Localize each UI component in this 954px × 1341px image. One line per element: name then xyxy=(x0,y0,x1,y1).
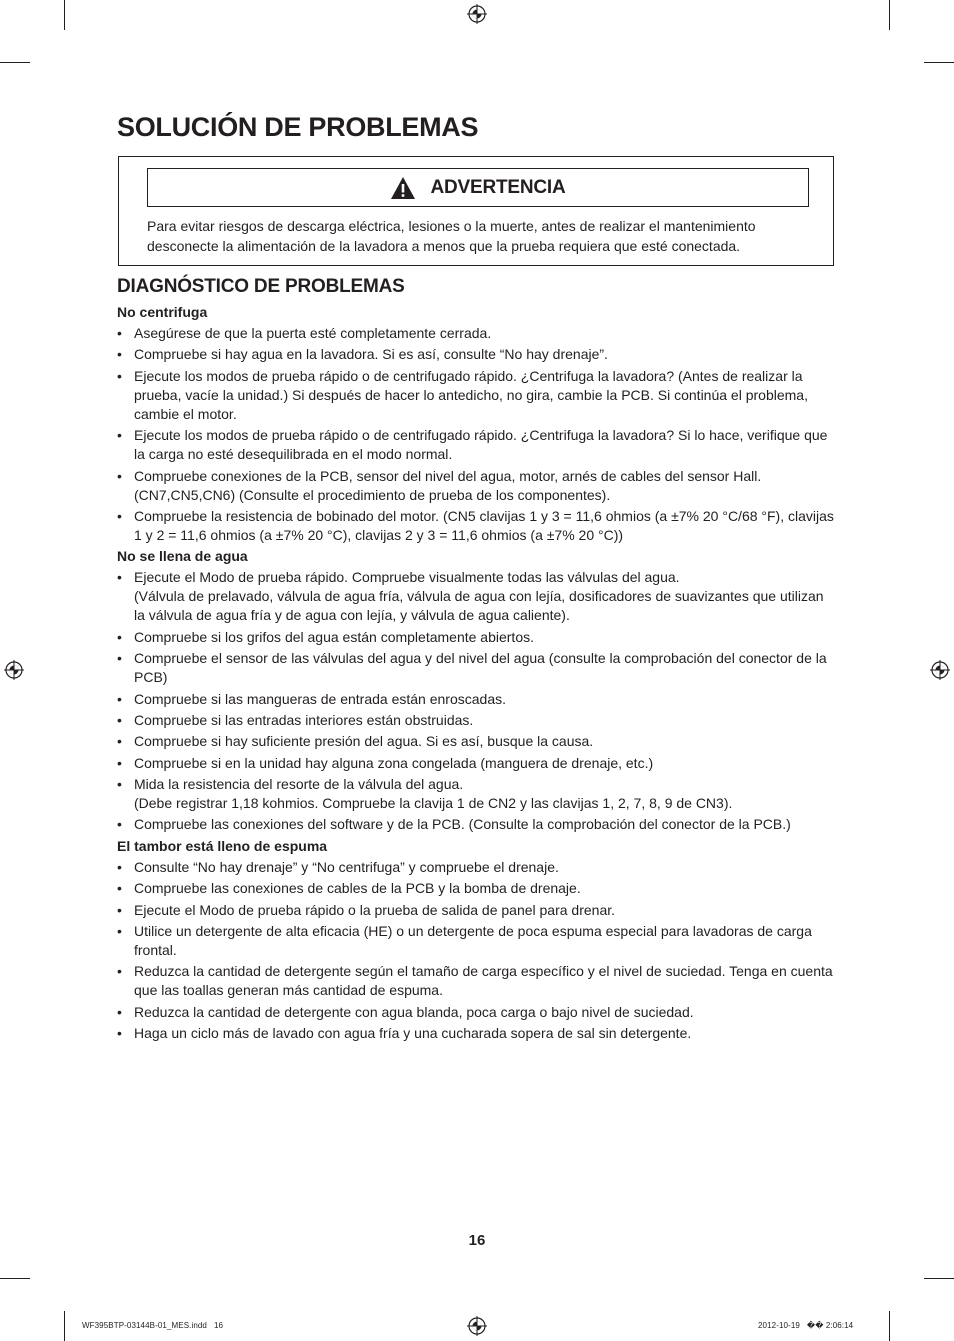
registration-mark-icon xyxy=(930,660,950,680)
list-item: • Mida la resistencia del resorte de la válvula del agua. (Debe registrar 1,18 kohmios. Compruebe la clavija 1 de CN2 y las clavijas 1, 2, 7, 8, 9 de CN3). xyxy=(117,775,835,813)
crop-mark xyxy=(889,0,890,30)
list-item: • Consulte “No hay drenaje” y “No centrifuga” y compruebe el drenaje. xyxy=(117,858,835,877)
page-title: SOLUCIÓN DE PROBLEMAS xyxy=(117,112,479,142)
subheading-foam: El tambor está lleno de espuma xyxy=(117,837,328,854)
warning-box xyxy=(118,156,834,266)
crop-mark xyxy=(64,0,65,30)
list-item: • Ejecute los modos de prueba rápido o de centrifugado rápido. ¿Centrifuga la lavadora? Si lo hace, verifique que la carga no esté desequilibrada en el modo normal. xyxy=(117,426,835,464)
list-item: • Compruebe las conexiones de cables de la PCB y la bomba de drenaje. xyxy=(117,879,835,898)
registration-mark-icon xyxy=(4,660,24,680)
troubleshooting-content xyxy=(117,303,835,1046)
page-number: 16 xyxy=(468,1232,486,1249)
warning-triangle-icon xyxy=(390,176,416,200)
list-item: • Reduzca la cantidad de detergente según el tamaño de carga específico y el nivel de suciedad. Tenga en cuenta que las toallas generan más cantidad de espuma. xyxy=(117,962,835,1000)
crop-mark xyxy=(924,62,954,63)
footer-timestamp: 2012-10-19 �� 2:06:14 xyxy=(758,1321,854,1330)
list-item: • Compruebe si las mangueras de entrada están enroscadas. xyxy=(117,690,835,709)
list-item: • Haga un ciclo más de lavado con agua fría y una cucharada sopera de sal sin detergente. xyxy=(117,1024,835,1043)
list-item: • Compruebe si las entradas interiores están obstruidas. xyxy=(117,711,835,730)
list-item: • Compruebe conexiones de la PCB, sensor del nivel del agua, motor, arnés de cables del sensor Hall. (CN7,CN5,CN6) (Consulte el procedimiento de prueba de los componentes). xyxy=(117,467,835,505)
list-item: • Asegúrese de que la puerta esté completamente cerrada. xyxy=(117,324,835,343)
bullet-list-no-spin xyxy=(117,324,835,545)
list-item: • Compruebe si hay agua en la lavadora. Si es así, consulte “No hay drenaje”. xyxy=(117,345,835,364)
crop-mark xyxy=(0,1278,30,1279)
warning-header xyxy=(147,168,809,207)
section-title: DIAGNÓSTICO DE PROBLEMAS xyxy=(117,276,405,297)
subheading-no-spin: No centrifuga xyxy=(117,304,208,320)
bullet-list-foam xyxy=(117,858,835,1043)
warning-text: Para evitar riesgos de descarga eléctrica, lesiones o la muerte, antes de realizar el mantenimiento desconecte la alimentación de la lavadora a menos que la prueba requiera que esté conectada. xyxy=(147,218,756,254)
list-item: • Utilice un detergente de alta eficacia (HE) o un detergente de poca espuma especial para lavadoras de carga frontal. xyxy=(117,922,835,960)
list-item: • Ejecute los modos de prueba rápido o de centrifugado rápido. ¿Centrifuga la lavadora? (Antes de realizar la prueba, vacíe la unidad.) Si después de hacer lo antedicho, no gira, cambie la PCB. Si continúa el problema, cambie el motor. xyxy=(117,367,835,424)
crop-mark xyxy=(924,1278,954,1279)
list-item: • Compruebe la resistencia de bobinado del motor. (CN5 clavijas 1 y 3 = 11,6 ohmios (a ±7% 20 °C/68 °F), clavijas 1 y 2 = 11,6 ohmios (a ±7% 20 °C), clavijas 2 y 3 = 11,6 ohmios (a ±7% 20 °C)) xyxy=(117,507,835,545)
list-item: • Ejecute el Modo de prueba rápido o la prueba de salida de panel para drenar. xyxy=(117,901,835,920)
crop-mark xyxy=(889,1311,890,1341)
warning-label: ADVERTENCIA xyxy=(430,176,566,198)
list-item: • Compruebe si los grifos del agua están completamente abiertos. xyxy=(117,628,835,647)
registration-mark-icon xyxy=(467,1316,487,1336)
registration-mark-icon xyxy=(467,4,487,24)
list-item: • Compruebe las conexiones del software y de la PCB. (Consulte la comprobación del conector de la PCB.) xyxy=(117,815,835,834)
bullet-list-no-fill xyxy=(117,568,835,834)
footer-file-name: WF395BTP-03144B-01_MES.indd 16 xyxy=(82,1321,224,1330)
crop-mark xyxy=(0,62,30,63)
list-item: • Compruebe si hay suficiente presión del agua. Si es así, busque la causa. xyxy=(117,732,835,751)
list-item: • Reduzca la cantidad de detergente con agua blanda, poca carga o bajo nivel de suciedad. xyxy=(117,1003,835,1022)
crop-mark xyxy=(64,1311,65,1341)
subheading-no-fill: No se llena de agua xyxy=(117,548,248,565)
list-item: • Compruebe si en la unidad hay alguna zona congelada (manguera de drenaje, etc.) xyxy=(117,754,835,773)
list-item: • Compruebe el sensor de las válvulas del agua y del nivel del agua (consulte la comprobación del conector de la PCB) xyxy=(117,649,835,687)
list-item: • Ejecute el Modo de prueba rápido. Compruebe visualmente todas las válvulas del agua. (Válvula de prelavado, válvula de agua fría, válvula de agua con lejía, dosificadores de suavizantes que utilizan la válvula de agua fría y de agua con lejía, y válvula de agua caliente). xyxy=(117,568,835,625)
